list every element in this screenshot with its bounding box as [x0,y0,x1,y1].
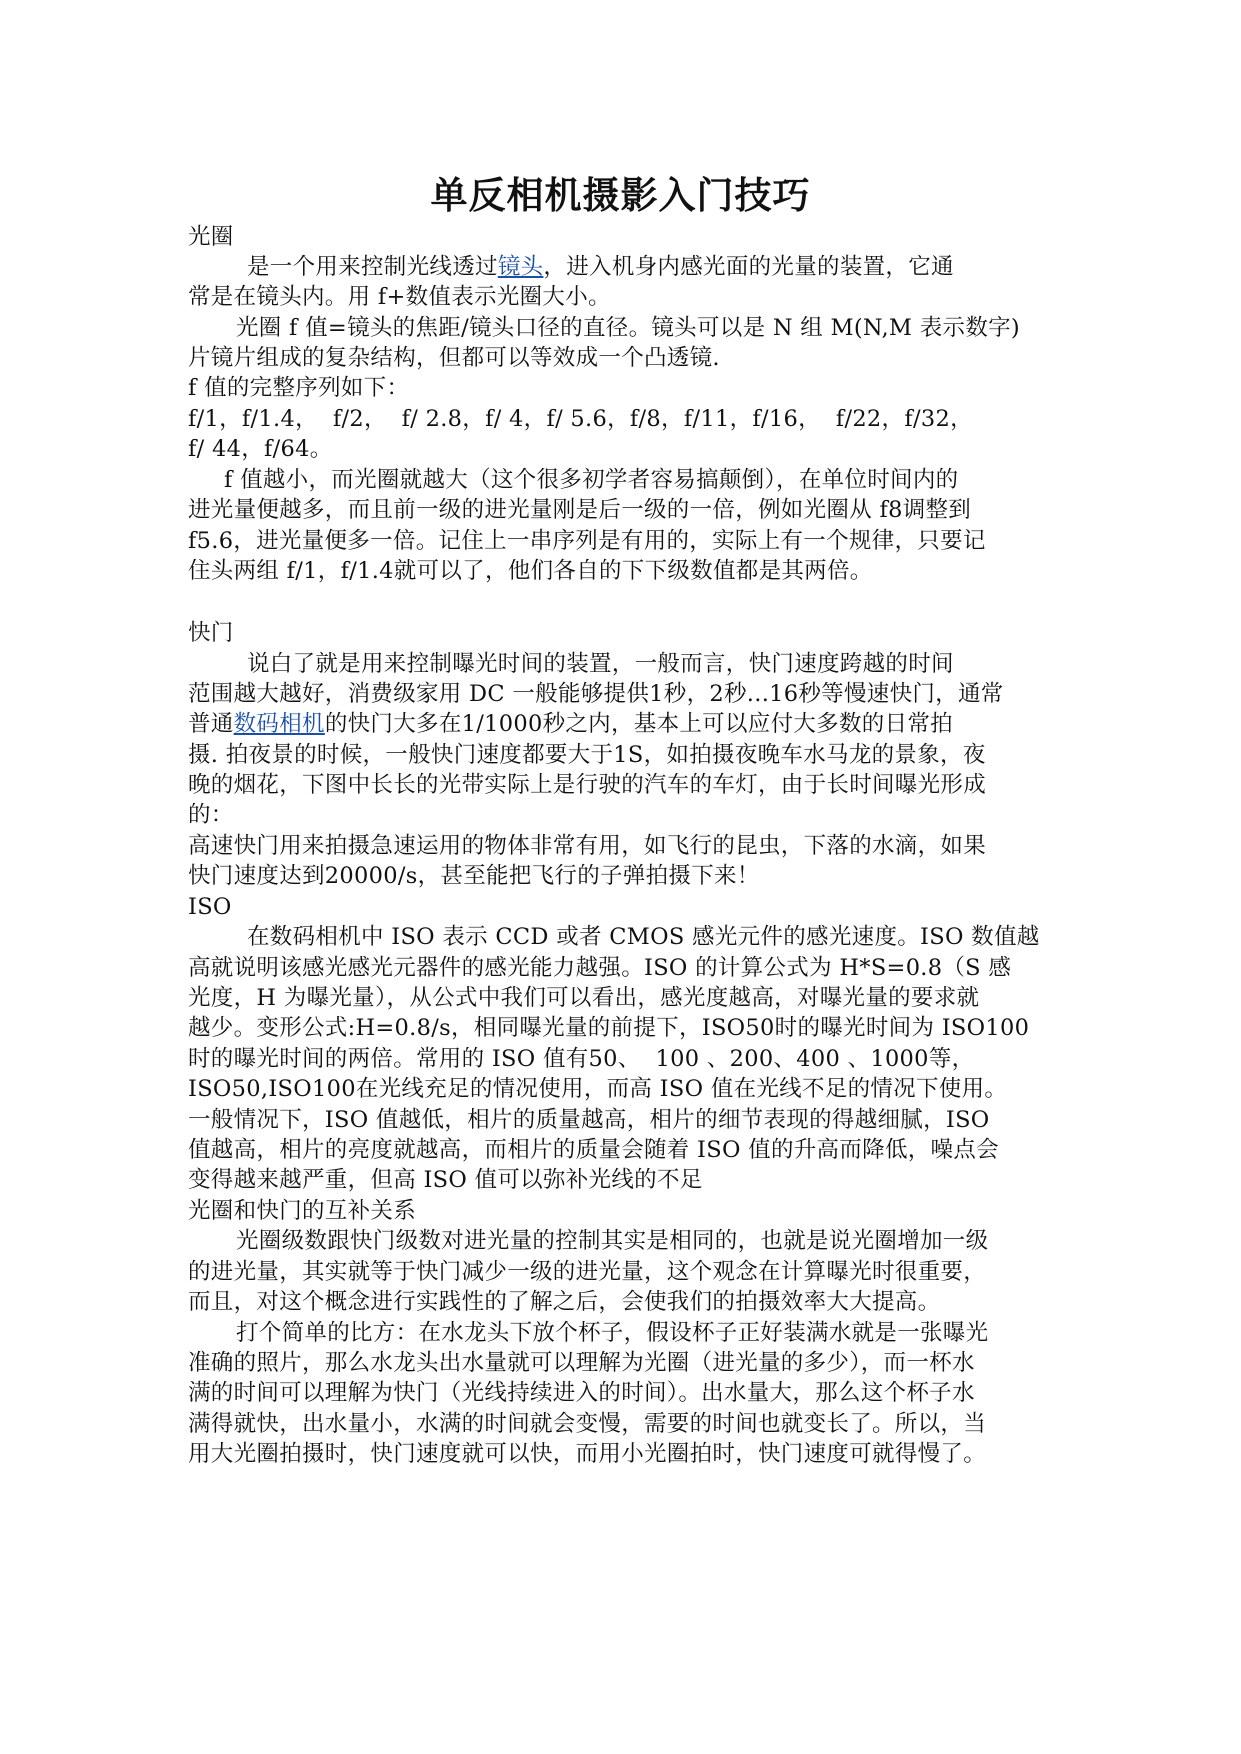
paragraph-line: ISO50,ISO100在光线充足的情况使用，而高 ISO 值在光线不足的情况下使用。 [188,1076,1008,1102]
paragraph-line: 高就说明该感光感光元器件的感光能力越强。ISO 的计算公式为 H*S=0.8（S 感 [188,955,1012,981]
paragraph-line: 满得就快，出水量小，水满的时间就会变慢，需要的时间也就变长了。所以，当 [188,1411,987,1437]
paragraph-line: 的进光量，其实就等于快门减少一级的进光量，这个观念在计算曝光时很重要， [188,1259,987,1285]
paragraph-line: f 值越小，而光圈就越大（这个很多初学者容易搞颠倒），在单位时间内的 [224,467,959,493]
paragraph-line: 而且，对这个概念进行实践性的了解之后，会使我们的拍摄效率大大提高。 [188,1289,941,1315]
section-heading-shutter: 快门 [188,620,234,646]
paragraph-line: 满的时间可以理解为快门（光线持续进入的时间）。出水量大，那么这个杯子水 [188,1380,975,1406]
paragraph-line [247,252,954,283]
paragraph-line: 光圈级数跟快门级数对进光量的控制其实是相同的，也就是说光圈增加一级 [236,1228,989,1254]
paragraph-line: 光度，H 为曝光量），从公式中我们可以看出，感光度越高，对曝光量的要求就 [188,985,980,1011]
paragraph-line: 住头两组 f/1，f/1.4就可以了，他们各自的下下级数值都是其两倍。 [188,558,873,584]
paragraph-line: f/ 44，f/64。 [188,436,333,462]
section-heading-aperture: 光圈 [188,224,234,250]
section-heading-iso: ISO [188,894,232,920]
paragraph-line: 片镜片组成的复杂结构，但都可以等效成一个凸透镜. [188,345,720,371]
paragraph-line: f/1，f/1.4， f/2， f/ 2.8，f/ 4，f/ 5.6，f/8，f/11，f/16， f/22，f/32， [188,406,973,432]
paragraph-line: 在数码相机中 ISO 表示 CCD 或者 CMOS 感光元件的感光速度。ISO 数值越 [247,924,1040,950]
paragraph-line: 高速快门用来拍摄急速运用的物体非常有用，如飞行的昆虫，下落的水滴，如果 [188,833,987,859]
text-span: 普通 [188,711,234,737]
text-span: ，进入机身内感光面的光量的装置，它通 [543,254,954,280]
paragraph-line: 准确的照片，那么水龙头出水量就可以理解为光圈（进光量的多少），而一杯水 [188,1350,975,1376]
paragraph-line: 光圈 f 值=镜头的焦距/镜头口径的直径。镜头可以是 N 组 M(N,M 表示数字) [236,315,1020,341]
paragraph-line: 摄. 拍夜景的时候，一般快门速度都要大于1S，如拍摄夜晚车水马龙的景象，夜 [188,742,986,768]
paragraph-line: 常是在镜头内。用 f+数值表示光圈大小。 [188,284,611,310]
section-heading-relation: 光圈和快门的互补关系 [188,1198,417,1224]
document-title: 单反相机摄影入门技巧 [430,173,811,217]
paragraph-line: 越少。变形公式:H=0.8/s，相同曝光量的前提下，ISO50时的曝光时间为 ISO100 [188,1015,1030,1041]
digital-camera-link[interactable]: 数码相机 [233,711,325,737]
paragraph-line: 进光量便越多，而且前一级的进光量刚是后一级的一倍，例如光圈从 f8调整到 [188,497,972,523]
paragraph-line: 的： [188,802,234,828]
paragraph-line: f5.6，进光量便多一倍。记住上一串序列是有用的，实际上有一个规律，只要记 [188,528,986,554]
text-span: 是一个用来控制光线透过 [247,254,498,280]
paragraph-line: f 值的完整序列如下： [188,375,410,401]
paragraph-line: 打个简单的比方：在水龙头下放个杯子，假设杯子正好装满水就是一张曝光 [236,1320,989,1346]
paragraph-line: 晚的烟花，下图中长长的光带实际上是行驶的汽车的车灯，由于长时间曝光形成 [188,772,987,798]
paragraph-line: 用大光圈拍摄时，快门速度就可以快，而用小光圈拍时，快门速度可就得慢了。 [188,1441,987,1467]
lens-link[interactable]: 镜头 [497,254,544,280]
paragraph-line: 范围越大越好，消费级家用 DC 一般能够提供1秒，2秒...16秒等慢速快门，通常 [188,681,1004,707]
paragraph-line: 快门速度达到20000/s，甚至能把飞行的子弹拍摄下来！ [188,863,760,889]
paragraph-line: 时的曝光时间的两倍。常用的 ISO 值有50、 100 、200、400 、1000等， [188,1046,975,1072]
text-span: 的快门大多在1/1000秒之内，基本上可以应付大多数的日常拍 [324,711,953,737]
paragraph-line: 值越高，相片的亮度就越高，而相片的质量会随着 ISO 值的升高而降低，噪点会 [188,1137,999,1163]
paragraph-line: 变得越来越严重，但高 ISO 值可以弥补光线的不足 [188,1167,703,1193]
paragraph-line: 说白了就是用来控制曝光时间的装置，一般而言，快门速度跨越的时间 [247,651,954,677]
paragraph-line: 一般情况下，ISO 值越低，相片的质量越高，相片的细节表现的得越细腻，ISO [188,1107,990,1133]
paragraph-line [188,709,953,740]
